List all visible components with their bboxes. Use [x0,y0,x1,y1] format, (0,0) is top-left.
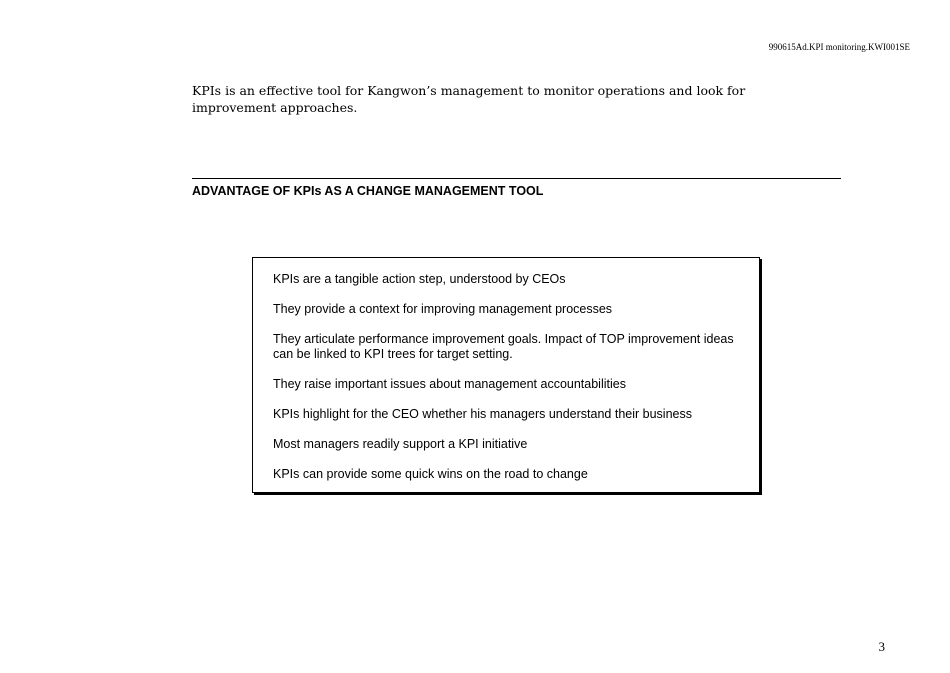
document-id: 990615Ad.KPI monitoring.KWI001SE [768,42,910,52]
page-number: 3 [878,639,885,654]
advantage-item: They articulate performance improvement goals. Impact of TOP improvement ideas can be linked to KPI trees for target setting. [273,332,734,361]
advantage-item: KPIs highlight for the CEO whether his managers understand their business [273,407,692,421]
section-heading: ADVANTAGE OF KPIs AS A CHANGE MANAGEMENT TOOL [192,184,544,198]
advantage-item: They raise important issues about management accountabilities [273,377,626,391]
advantage-item: They provide a context for improving management processes [273,302,613,316]
advantage-item: Most managers readily support a KPI initiative [273,437,528,451]
intro-paragraph: KPIs is an effective tool for Kangwon’s management to monitor operations and look for improvement approaches. [192,83,746,115]
section-divider [192,178,841,179]
advantage-item: KPIs can provide some quick wins on the road to change [273,467,588,481]
advantages-box [252,257,760,493]
advantage-item: KPIs are a tangible action step, understood by CEOs [273,272,566,286]
